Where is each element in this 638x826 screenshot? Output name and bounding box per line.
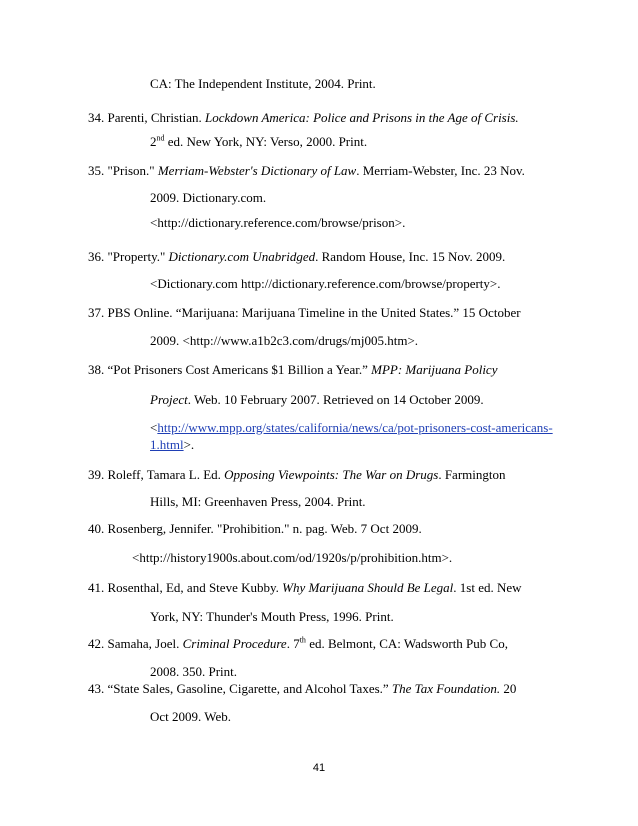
reference-34-continuation (150, 134, 367, 150)
reference-36 (88, 249, 505, 265)
edition-suffix: th (299, 635, 306, 645)
reference-41-edition: . 1st ed. New (453, 580, 522, 595)
reference-34-publisher: ed. New York, NY: Verso, 2000. Print. (164, 134, 368, 149)
reference-35-url: <http://dictionary.reference.com/browse/prison>. (150, 215, 406, 230)
reference-42-text: 42. Samaha, Joel. (88, 636, 183, 651)
reference-37: 37. PBS Online. “Marijuana: Marijuana Timeline in the United States.” 15 October (88, 305, 521, 320)
reference-43 (88, 681, 516, 697)
reference-39-text: 39. Roleff, Tamara L. Ed. (88, 467, 225, 482)
reference-38-title: MPP: Marijuana Policy (371, 362, 498, 377)
reference-43-title: The Tax Foundation. (391, 681, 501, 696)
reference-42-continuation: 2008. 350. Print. (150, 664, 238, 679)
url-close-bracket: >. (183, 437, 195, 452)
reference-43-continuation: Oct 2009. Web. (150, 709, 232, 724)
reference-36-publisher: . Random House, Inc. 15 Nov. 2009. (315, 249, 506, 264)
reference-36-url: <Dictionary.com http://dictionary.reference.com/browse/property>. (150, 276, 501, 291)
reference-36-text: 36. "Property." (88, 249, 169, 264)
reference-39-title: Opposing Viewpoints: The War on Drugs (224, 467, 439, 482)
reference-34-title: Lockdown America: Police and Prisons in the Age of Crisis. (205, 110, 519, 125)
reference-42-edition: . 7 (286, 636, 300, 651)
reference-38-link-cont[interactable]: 1.html (150, 437, 184, 452)
reference-40-url: <http://history1900s.about.com/od/1920s/p/prohibition.htm>. (132, 550, 453, 565)
reference-43-text: 43. “State Sales, Gasoline, Cigarette, and Alcohol Taxes.” (88, 681, 392, 696)
reference-43-date: 20 (500, 681, 517, 696)
page-number: 41 (312, 762, 326, 774)
reference-41-text: 41. Rosenthal, Ed, and Steve Kubby. (88, 580, 283, 595)
reference-38-text: 38. “Pot Prisoners Cost Americans $1 Billion a Year.” (88, 362, 372, 377)
reference-34 (88, 110, 519, 126)
reference-38-title-cont: Project (150, 392, 188, 407)
reference-42-publisher: ed. Belmont, CA: Wadsworth Pub Co, (305, 636, 508, 651)
reference-39-place: . Farmington (438, 467, 506, 482)
reference-33-continuation: CA: The Independent Institute, 2004. Print. (150, 76, 376, 91)
edition-suffix: nd (156, 133, 165, 143)
reference-38-url-line-2 (150, 437, 194, 453)
reference-41 (88, 580, 522, 596)
reference-38 (88, 362, 497, 378)
reference-42-title: Criminal Procedure (182, 636, 287, 651)
reference-35-text: 35. "Prison." (88, 163, 158, 178)
reference-34-text: 34. Parenti, Christian. (88, 110, 205, 125)
reference-39 (88, 467, 506, 483)
reference-41-title: Why Marijuana Should Be Legal (282, 580, 454, 595)
reference-39-continuation: Hills, MI: Greenhaven Press, 2004. Print. (150, 494, 366, 509)
reference-38-dates: . Web. 10 February 2007. Retrieved on 14 October 2009. (187, 392, 484, 407)
reference-35-title: Merriam-Webster's Dictionary of Law (157, 163, 357, 178)
reference-37-continuation: 2009. <http://www.a1b2c3.com/drugs/mj005.htm>. (150, 333, 419, 348)
reference-35 (88, 163, 525, 179)
edition-number: 2 (150, 134, 157, 149)
reference-40: 40. Rosenberg, Jennifer. "Prohibition." n. pag. Web. 7 Oct 2009. (88, 521, 422, 536)
reference-35-publisher: . Merriam-Webster, Inc. 23 Nov. (356, 163, 525, 178)
reference-41-continuation: York, NY: Thunder's Mouth Press, 1996. Print. (150, 609, 394, 624)
reference-36-title: Dictionary.com Unabridged (168, 249, 316, 264)
url-open-bracket: < (150, 420, 158, 435)
reference-38-url-line (150, 420, 553, 436)
reference-35-continuation: 2009. Dictionary.com. (150, 190, 267, 205)
reference-38-continuation (150, 392, 484, 408)
reference-42 (88, 636, 508, 652)
reference-38-link[interactable]: http://www.mpp.org/states/california/news/ca/pot-prisoners-cost-americans- (157, 420, 553, 435)
